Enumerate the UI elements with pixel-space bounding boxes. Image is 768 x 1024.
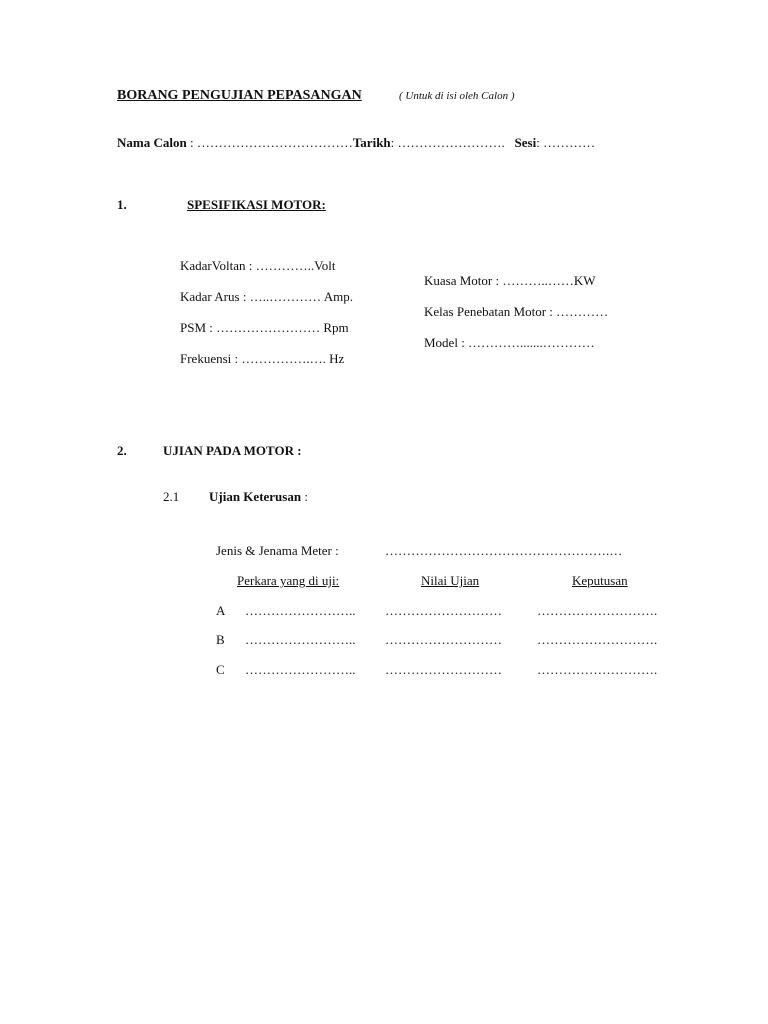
meter-label: Jenis & Jenama Meter :	[216, 543, 339, 558]
section-2-number: 2.	[117, 443, 127, 458]
row-value-field[interactable]: ………………………	[385, 662, 502, 677]
meter-field[interactable]: …………………………………………….…	[385, 543, 623, 558]
row-result-field[interactable]: ……………………….	[537, 662, 658, 677]
row-value-field[interactable]: ………………………	[385, 632, 502, 647]
motor-power-field[interactable]: Kuasa Motor : ………..……KW	[424, 273, 596, 288]
row-label: B	[216, 632, 225, 647]
row-result-field[interactable]: ……………………….	[537, 603, 658, 618]
row-label: A	[216, 603, 226, 618]
row-item-field[interactable]: ……………………..	[245, 603, 356, 618]
model-field[interactable]: Model : ………….......…………	[424, 335, 595, 350]
session-field[interactable]: : …………	[536, 135, 596, 150]
rpm-field[interactable]: PSM : …………………… Rpm	[180, 320, 349, 335]
row-result-field[interactable]: ……………………….	[537, 632, 658, 647]
column-header-result: Keputusan	[572, 573, 628, 588]
frequency-field[interactable]: Frekuensi : …………….…. Hz	[180, 351, 345, 366]
date-label: Tarikh	[352, 135, 391, 150]
current-rating-field[interactable]: Kadar Arus : …..………… Amp.	[180, 289, 353, 304]
subsection-colon: :	[301, 489, 308, 504]
column-header-value: Nilai Ujian	[421, 573, 480, 588]
subsection-heading	[209, 489, 308, 505]
form-title: BORANG PENGUJIAN PEPASANGAN	[117, 88, 362, 103]
section-1-number: 1.	[117, 197, 127, 212]
column-header-item: Perkara yang di uji:	[237, 573, 340, 588]
insulation-class-field[interactable]: Kelas Penebatan Motor : …………	[424, 304, 609, 319]
candidate-info-line	[117, 135, 595, 151]
row-value-field[interactable]: ………………………	[385, 603, 502, 618]
subsection-number: 2.1	[163, 489, 180, 504]
subsection-title: Ujian Keterusan	[209, 489, 302, 504]
session-label: Sesi	[514, 135, 537, 150]
candidate-name-label: Nama Calon	[117, 135, 187, 150]
voltage-rating-field[interactable]: KadarVoltan : …………..Volt	[180, 258, 336, 273]
row-item-field[interactable]: ……………………..	[245, 662, 356, 677]
form-note: ( Untuk di isi oleh Calon )	[399, 90, 515, 102]
date-field[interactable]: : …………………….	[390, 135, 505, 150]
row-item-field[interactable]: ……………………..	[245, 632, 356, 647]
row-label: C	[216, 662, 225, 677]
candidate-name-field[interactable]: : ………………………………	[186, 135, 353, 150]
section-1-title: SPESIFIKASI MOTOR:	[187, 197, 326, 212]
section-2-title: UJIAN PADA MOTOR :	[163, 443, 302, 458]
